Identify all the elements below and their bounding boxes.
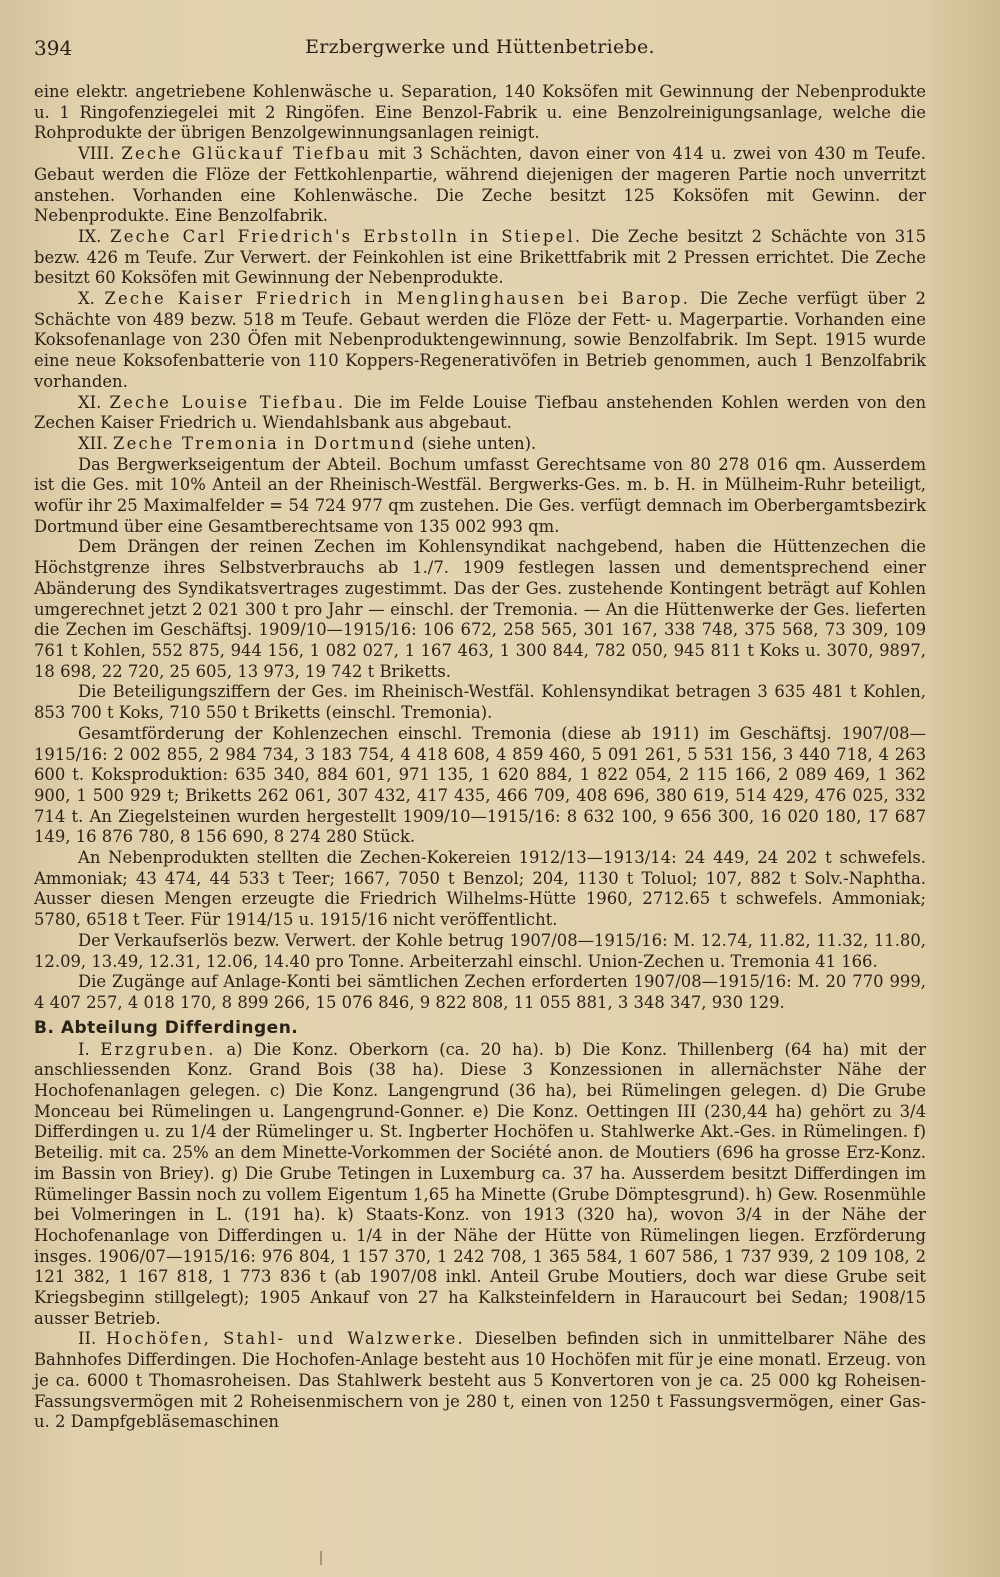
- section-heading-differdingen: B. Abteilung Differdingen.: [34, 1017, 299, 1038]
- page-header: [34, 28, 926, 62]
- item-number: VIII.: [78, 144, 115, 164]
- paragraph-nebenprodukte: An Nebenprodukten stellten die Zechen-Kokereien 1912/13—1913/14: 24 449, 24 202 t schwefels. Ammoniak; 43 474, 44 533 t Teer; 1667, 7050 t Benzol; 204, 1130 t Toluol; 107, 882 t Solv.-Naphtha. Ausser diesen Mengen erzeugte die Friedrich Wilhelms-Hütte 1960, 2712.65 t schwefels. Ammoniak; 5780, 6518 t Teer. Für 1914/15 u. 1915/16 nicht veröffentlicht.: [34, 848, 926, 930]
- body-text: [34, 82, 926, 1433]
- paragraph-zeche-glueckauf: VIII. Zeche Glückauf Tiefbau mit 3 Schächten, davon einer von 414 u. zwei von 430 m Teufe. Gebaut werden die Flöze der Fettkohlenpartie, während diejenigen der mageren Partie noch unverritzt anstehen. Vorhanden eine Kohlenwäsche. Die Zeche besitzt 125 Koksöfen mit Gewinn. der Nebenprodukte. Eine Benzolfabrik.: [34, 144, 926, 226]
- paragraph-anlage-konti: Die Zugänge auf Anlage-Konti bei sämtlichen Zechen erforderten 1907/08—1915/16: M. 20 770 999, 4 407 257, 4 018 170, 8 899 266, 15 076 846, 9 822 808, 11 055 881, 3 348 347, 930 129.: [34, 972, 926, 1012]
- paragraph-bergwerkseigentum: Das Bergwerkseigentum der Abteil. Bochum umfasst Gerechtsame von 80 278 016 qm. Ausserdem ist die Ges. mit 10% Anteil an der Rheinisch-Westfäl. Bergwerks-Ges. m. b. H. in Mülheim-Ruhr beteiligt, wofür ihr 25 Maximalfelder = 54 724 977 qm zustehen. Die Ges. verfügt demnach im Oberbergamtsbezirk Dortmund über eine Gesamtberechtsame von 135 002 993 qm.: [34, 454, 926, 536]
- paragraph-continuation: eine elektr. angetriebene Kohlenwäsche u. Separation, 140 Koksöfen mit Gewinnung der Nebenprodukte u. 1 Ringofenziegelei mit 2 Ringöfen. Eine Benzol-Fabrik u. eine Benzolreinigungsanlage, welche die Rohprodukte der übrigen Benzolgewinnungsanlagen reinigt.: [34, 82, 926, 143]
- item-number: II.: [78, 1329, 97, 1349]
- page-number: 394: [34, 36, 73, 60]
- item-title: Zeche Tremonia in Dortmund: [113, 433, 417, 453]
- item-title: Zeche Glückauf Tiefbau: [121, 144, 372, 164]
- item-title: Erzgruben.: [100, 1039, 216, 1059]
- item-number: XII.: [78, 433, 108, 453]
- item-number: IX.: [78, 226, 102, 246]
- item-number: XI.: [78, 392, 102, 412]
- print-mark: [320, 1551, 322, 1565]
- paragraph-verkaufserloes: Der Verkaufserlös bezw. Verwert. der Kohle betrug 1907/08—1915/16: M. 12.74, 11.82, 11.32, 11.80, 12.09, 13.49, 12.31, 12.06, 14.40 pro Tonne. Arbeiterzahl einschl. Union-Zechen u. Tremonia 41 166.: [34, 930, 926, 971]
- paragraph-hochoefen: II. Hochöfen, Stahl- und Walzwerke. Dieselben befinden sich in unmittelbarer Nähe des Bahnhofes Differdingen. Die Hochofen-Anlage besteht aus 10 Hochöfen mit für je eine monatl. Erzeug. von je ca. 6000 t Thomasroheisen. Das Stahlwerk besteht aus 5 Konvertoren von je ca. 25 000 kg Roheisen-Fassungsvermögen mit 2 Roheisenmischern von je 280 t, einen von 1250 t Fassungsvermögen, einer Gas- u. 2 Dampfgebläsemaschinen: [34, 1329, 926, 1432]
- paragraph-kohlensyndikat: Dem Drängen der reinen Zechen im Kohlensyndikat nachgebend, haben die Hüttenzechen die Höchstgrenze ihres Selbstverbrauchs ab 1./7. 1909 festlegen lassen und dementsprechend einer Abänderung des Syndikatsvertrages zugestimmt. Das der Ges. zustehende Kontingent beträgt auf Kohlen umgerechnet jetzt 2 021 300 t pro Jahr — einschl. der Tremonia. — An die Hüttenwerke der Ges. lieferten die Zechen im Geschäftsj. 1909/10—1915/16: 106 672, 258 565, 301 167, 338 748, 375 568, 73 309, 109 761 t Kohlen, 552 875, 944 156, 1 082 027, 1 167 463, 1 300 844, 782 050, 945 811 t Koks u. 3070, 9897, 18 698, 22 720, 25 605, 13 973, 19 742 t Briketts.: [34, 537, 926, 681]
- item-number: X.: [78, 289, 95, 309]
- item-title: Zeche Carl Friedrich's Erbstolln in Stiepel.: [110, 226, 583, 246]
- paragraph-erzgruben: I. Erzgruben. a) Die Konz. Oberkorn (ca. 20 ha). b) Die Konz. Thillenberg (64 ha) mit der anschliessenden Konz. Grand Bois (38 ha). Diese 3 Konzessionen in allernächster Nähe der Hochofenanlagen gelegen. c) Die Konz. Langengrund (36 ha), bei Rümelingen gelegen. d) Die Grube Monceau bei Rümelingen u. Langengrund-Gonner. e) Die Konz. Oettingen III (230,44 ha) gehört zu 3/4 Differdingen u. zu 1/4 der Rümelinger u. St. Ingberter Hochöfen u. Stahlwerke Akt.-Ges. in Rümelingen. f) Beteilig. mit ca. 25% an dem Minette-Vorkommen der Société anon. de Moutiers (696 ha grosse Erz-Konz. im Bassin von Briey). g) Die Grube Tetingen in Luxemburg ca. 37 ha. Ausserdem besitzt Differdingen im Rümelinger Bassin noch zu vollem Eigentum 1,65 ha Minette (Grube Dömptesgrund). h) Gew. Rosenmühle bei Volmeringen in L. (191 ha). k) Staats-Konz. von 1913 (320 ha), wovon 3/4 in der Nähe der Hochofenanlage von Differdingen u. 1/4 in der Nähe der Hütte von Rümelingen liegen. Erzförderung insges. 1906/07—1915/16: 976 804, 1 157 370, 1 242 708, 1 365 584, 1 607 586, 1 737 939, 2 109 108, 2 121 382, 1 167 818, 1 773 836 t (ab 1907/08 inkl. Anteil Grube Moutiers, doch war diese Grube seit Kriegsbeginn stillgelegt); 1905 Ankauf von 27 ha Kalksteinfeldern in Haraucourt bei Sedan; 1908/15 ausser Betrieb.: [34, 1039, 926, 1328]
- paragraph-zeche-carl-friedrich: IX. Zeche Carl Friedrich's Erbstolln in Stiepel. Die Zeche besitzt 2 Schächte von 315 bezw. 426 m Teufe. Zur Verwert. der Feinkohlen ist eine Brikettfabrik mit 2 Pressen errichtet. Die Zeche besitzt 60 Koksöfen mit Gewinnung der Nebenprodukte.: [34, 226, 926, 288]
- running-title: Erzbergwerke und Hüttenbetriebe.: [305, 36, 655, 58]
- paragraph-beteiligungsziffern: Die Beteiligungsziffern der Ges. im Rheinisch-Westfäl. Kohlensyndikat betragen 3 635 481 t Kohlen, 853 700 t Koks, 710 550 t Briketts (einschl. Tremonia).: [34, 682, 926, 723]
- paragraph-zeche-kaiser-friedrich: X. Zeche Kaiser Friedrich in Menglinghausen bei Barop. Die Zeche verfügt über 2 Schächte von 489 bezw. 518 m Teufe. Gebaut werden die Flöze der Fett- u. Magerpartie. Vorhanden eine Koksofenanlage von 230 Öfen mit Nebenproduktengewinnung, sowie Benzolfabrik. Im Sept. 1915 wurde eine neue Koksofenbatterie von 110 Koppers-Regenerativöfen in Betrieb genommen, auch 1 Benzolfabrik vorhanden.: [34, 289, 926, 391]
- paragraph-zeche-louise: XI. Zeche Louise Tiefbau. Die im Felde Louise Tiefbau anstehenden Kohlen werden von den Zechen Kaiser Friedrich u. Wiendahlsbank aus abgebaut.: [34, 392, 927, 433]
- item-title: Zeche Louise Tiefbau.: [109, 392, 346, 412]
- item-number: I.: [78, 1039, 90, 1059]
- item-title: Zeche Kaiser Friedrich in Menglinghausen bei Barop.: [104, 289, 691, 309]
- item-title: Hochöfen, Stahl- und Walzwerke.: [105, 1329, 465, 1349]
- paragraph-zeche-tremonia: XII. Zeche Tremonia in Dortmund (siehe unten).: [78, 433, 537, 453]
- paragraph-gesamtfoerderung: Gesamtförderung der Kohlenzechen einschl. Tremonia (diese ab 1911) im Geschäftsj. 1907/08—1915/16: 2 002 855, 2 984 734, 3 183 754, 4 418 608, 4 859 460, 5 091 261, 5 531 156, 3 440 718, 4 263 600 t. Koksproduktion: 635 340, 884 601, 971 135, 1 620 884, 1 822 054, 2 115 166, 2 089 469, 1 362 900, 1 500 929 t; Briketts 262 061, 307 432, 417 435, 466 709, 408 696, 380 619, 514 429, 476 025, 332 714 t. An Ziegelsteinen wurden hergestellt 1909/10—1915/16: 8 632 100, 9 656 300, 16 020 180, 17 687 149, 16 876 780, 8 156 690, 8 274 280 Stück.: [34, 723, 926, 847]
